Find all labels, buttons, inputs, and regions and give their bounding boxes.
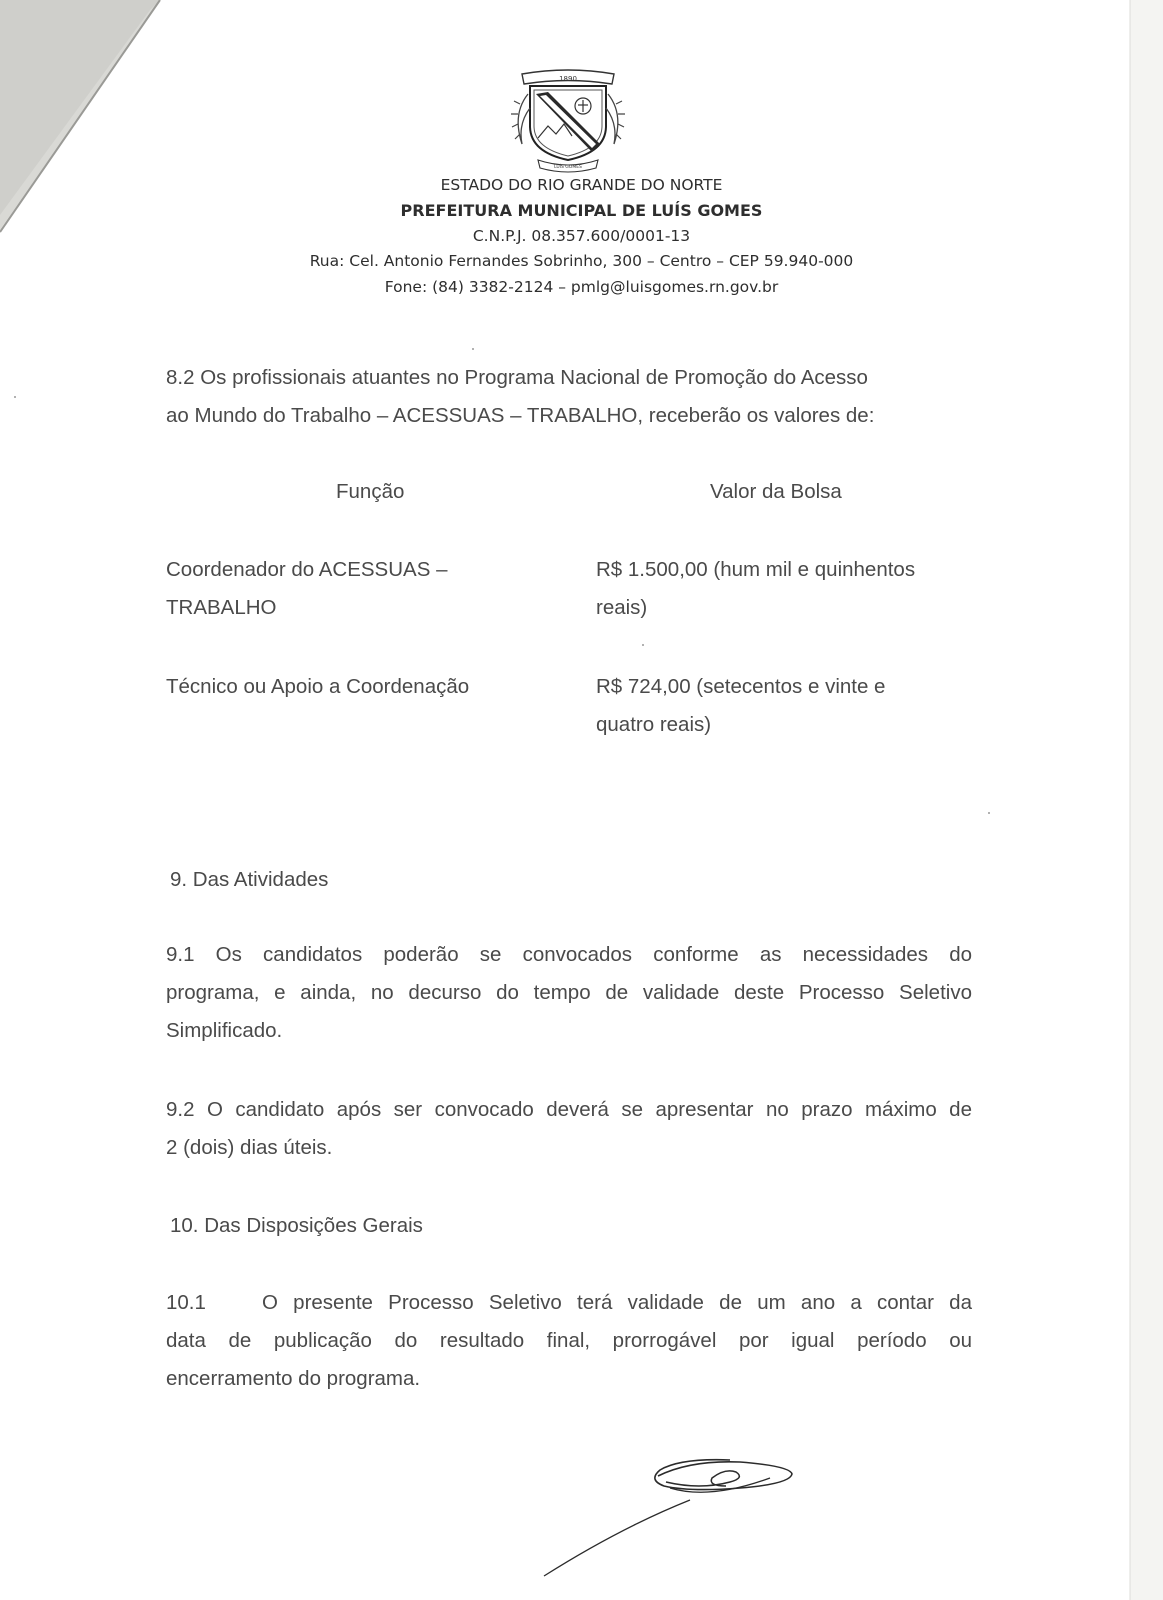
state-name: ESTADO DO RIO GRANDE DO NORTE [440,176,723,194]
scan-speck [988,812,990,814]
seal-ribbon-text: LUÍS GOMES [554,165,582,170]
table-header-valor: Valor da Bolsa [710,480,842,503]
paragraph-8-2 [166,359,972,435]
cell-line: R$ 1.500,00 (hum mil e quinhentos [596,558,916,581]
paragraph-line: encerramento do programa. [166,1367,421,1390]
section-10-heading: 10. Das Disposições Gerais [170,1214,423,1237]
municipal-coat-of-arms-icon [508,64,628,174]
cell-line: Técnico ou Apoio a Coordenação [166,675,470,698]
seal-year: 1890 [559,75,577,83]
contact-info: Fone: (84) 3382-2124 – pmlg@luisgomes.rn.gov.br [384,278,779,296]
address: Rua: Cel. Antonio Fernandes Sobrinho, 300 – Centro – CEP 59.940-000 [309,252,854,270]
paragraph-line: 2 (dois) dias úteis. [166,1136,333,1159]
cell-line: quatro reais) [596,713,712,736]
paragraph-first-line [166,1284,972,1322]
paragraph-line: 8.2 Os profissionais atuantes no Programa Nacional de Promoção do Acesso [166,366,868,389]
scan-speck [472,348,474,350]
cell-line: Coordenador do ACESSUAS – [166,558,448,581]
table-row-1-funcao [166,551,447,627]
scan-speck [642,644,644,646]
paragraph-9-2 [166,1091,972,1167]
paragraph-line: ao Mundo do Trabalho – ACESSUAS – TRABALHO, receberão os valores de: [166,404,875,427]
table-row-2-funcao [166,668,469,706]
cell-line: reais) [596,596,648,619]
cell-line: R$ 724,00 (setecentos e vinte e [596,675,886,698]
section-9-heading: 9. Das Atividades [170,868,329,891]
cnpj: C.N.P.J. 08.357.600/0001-13 [472,227,691,245]
paragraph-line: 9.1 Os candidatos poderão se convocados conforme as necessidades do [166,943,972,966]
table-row-2-valor [596,668,885,744]
paragraph-line: programa, e ainda, no decurso do tempo de validade deste Processo Seletivo [166,981,972,1004]
table-header-funcao: Função [336,480,405,503]
paragraph-10-1 [166,1284,972,1398]
prefecture-name: PREFEITURA MUNICIPAL DE LUÍS GOMES [400,201,763,220]
table-row-1-valor [596,551,915,627]
handwritten-signature-icon [540,1448,820,1588]
paragraph-line: O presente Processo Seletivo terá validade de um ano a contar da [262,1291,972,1314]
paragraph-line: Simplificado. [166,1019,283,1042]
paragraph-line: data de publicação do resultado final, prorrogável por igual período ou [166,1329,972,1352]
paragraph-number: 10.1 [166,1291,206,1314]
paragraph-9-1 [166,936,972,1050]
scan-speck [14,396,16,398]
cell-line: TRABALHO [166,596,277,619]
paragraph-line: 9.2 O candidato após ser convocado deverá se apresentar no prazo máximo de [166,1098,972,1121]
